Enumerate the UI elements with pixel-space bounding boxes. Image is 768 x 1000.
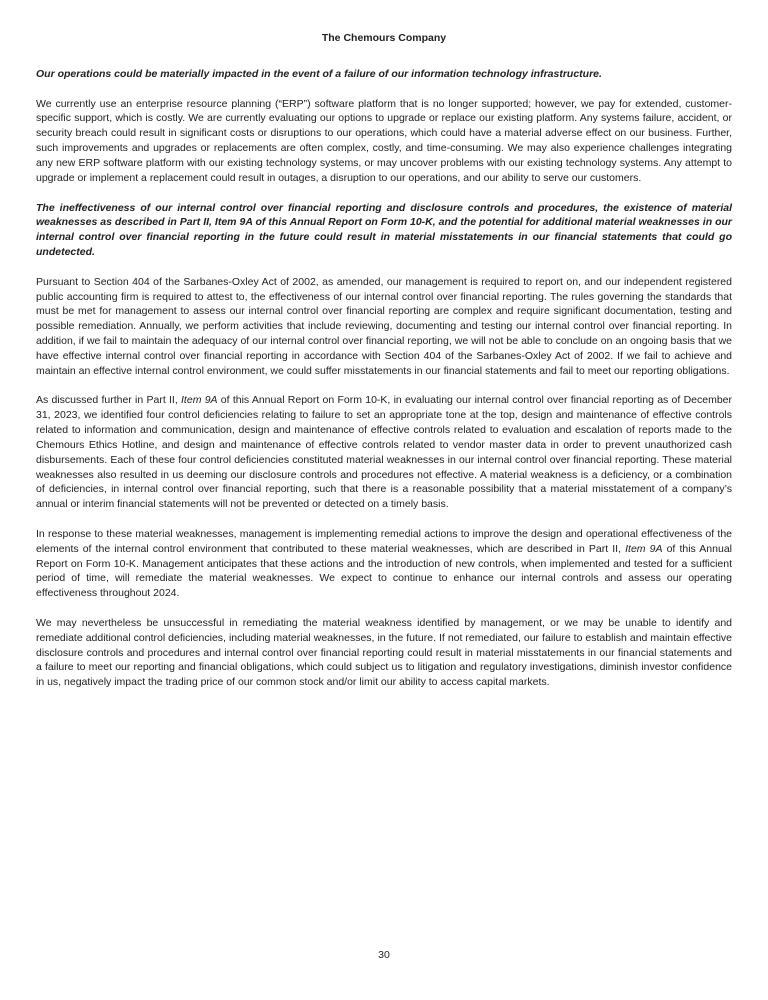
risk-heading-internal-control: The ineffectiveness of our internal control over financial reporting and disclosure controls and procedures, the existence of material weaknesses as described in Part II, Item 9A of this Annual Report on Form 10-K, and the potential for additional material weaknesses in our internal control over financial reporting in the future could result in material misstatements in our financial statements that could go undetected. — [36, 201, 732, 259]
document-header-title: The Chemours Company — [321, 32, 447, 44]
paragraph-remedial-actions: In response to these material weaknesses, management is implementing remedial actions to improve the design and operational effectiveness of the elements of the internal control environment that contributed to these material weaknesses, which are described in Part II, Item 9A of this Annual Report on Form 10-K. Management anticipates that these actions and the introduction of new controls, when implemented and tested for a sufficient period of time, will remediate the material weaknesses. We expect to continue to enhance our internal controls and assess our operating effectiveness throughout 2024. — [36, 527, 733, 600]
paragraph-erp-platform: We currently use an enterprise resource planning (“ERP”) software platform that is no longer supported; however, we pay for extended, customer-specific support, which is costly. We are currently evaluating our options to upgrade or replace our existing platform. Any systems failure, accident, or security breach could result in significant costs or disruptions to our operations, which could have a material adverse effect on our business. Further, such improvements and upgrades or replacements are often complex, costly, and time-consuming. We may also experience challenges integrating any new ERP software platform with our existing technology systems, or may uncover problems with our existing technology systems. Any attempt to upgrade or implement a replacement could result in outages, a disruption to our operations, and our ability to serve our customers. — [36, 97, 732, 184]
paragraph-sarbanes-oxley: Pursuant to Section 404 of the Sarbanes-Oxley Act of 2002, as amended, our management is required to report on, and our independent registered public accounting firm is required to attest to, the effectiveness of our internal control over financial reporting. The rules governing the standards that must be met for management to assess our internal control over financial reporting are complex and require significant documentation, testing and possible remediation. Annually, we perform activities that include reviewing, documenting and testing our internal control over financial reporting. In addition, if we fail to maintain the adequacy of our internal control over financial reporting, we will not be able to conclude on an ongoing basis that we have effective internal control over financial reporting in accordance with Section 404 of the Sarbanes-Oxley Act of 2002. If we fail to achieve and maintain an effective internal control environment, we could suffer misstatements in our financial statements and fail to meet our reporting obligations. — [36, 275, 732, 377]
document-body — [36, 67, 732, 690]
page-number: 30 — [378, 949, 390, 961]
risk-heading-it-infrastructure: Our operations could be materially impacted in the event of a failure of our information technology infrastructure. — [36, 68, 602, 80]
paragraph-remediation-risk: We may nevertheless be unsuccessful in remediating the material weakness identified by management, or we may be unable to identify and remediate additional control deficiencies, including material weaknesses, in the future. If not remediated, our failure to establish and maintain effective disclosure controls and procedures and internal control over financial reporting could result in material misstatements in our financial statements and a failure to meet our reporting and financial obligations, which could subject us to litigation and regulatory investigations, diminish investor confidence in us, negatively impact the trading price of our common stock and/or limit our ability to access capital markets. — [36, 616, 732, 689]
paragraph-control-deficiencies: As discussed further in Part II, Item 9A of this Annual Report on Form 10-K, in evaluating our internal control over financial reporting as of December 31, 2023, we identified four control deficiencies relating to failure to set an appropriate tone at the top, design and maintenance of effective controls related to information and communication, design and maintenance of effective controls related to evaluation and escalation of reports made to the Chemours Ethics Hotline, and design and maintenance of effective controls related to vendor master data in order to prevent unauthorized cash disbursements. Each of these four control deficiencies constituted material weaknesses in our internal control over financial reporting. These material weaknesses also resulted in us deeming our disclosure controls and procedures not effective. A material weakness is a deficiency, or a combination of deficiencies, in internal control over financial reporting, such that there is a reasonable possibility that a material misstatement of a company’s annual or interim financial statements will not be prevented or detected on a timely basis. — [36, 394, 732, 511]
